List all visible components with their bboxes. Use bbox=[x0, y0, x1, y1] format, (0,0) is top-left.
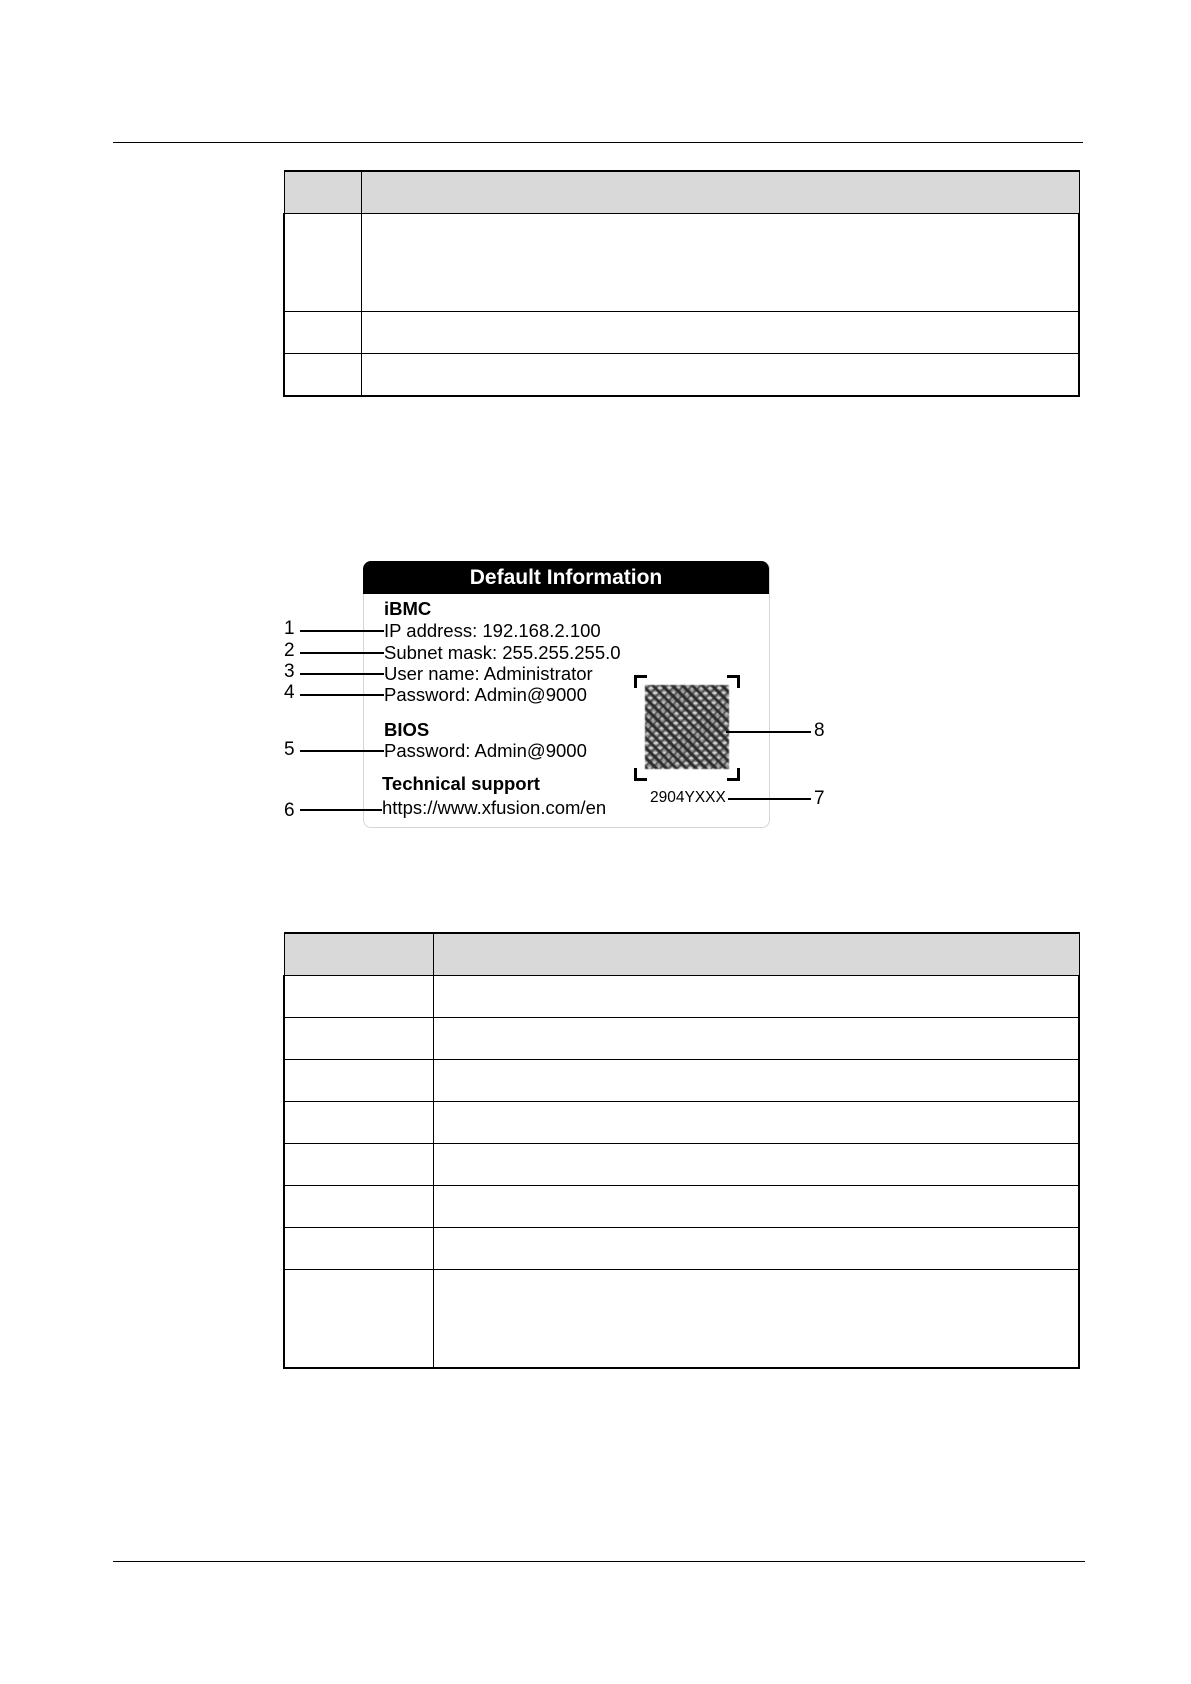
ibmc-password-text: Password: Admin@9000 bbox=[384, 684, 587, 705]
qr-code bbox=[645, 685, 729, 769]
callout-6: 6 bbox=[284, 800, 295, 821]
table-top bbox=[283, 170, 1080, 397]
bios-heading: BIOS bbox=[384, 719, 430, 740]
user-name-text: User name: Administrator bbox=[384, 663, 593, 684]
callout-3: 3 bbox=[284, 661, 295, 682]
ip-address-text: IP address: 192.168.2.100 bbox=[384, 620, 601, 641]
callout-8: 8 bbox=[814, 720, 825, 741]
label-title: Default Information bbox=[363, 561, 769, 594]
callout-1: 1 bbox=[284, 618, 295, 639]
table-bottom bbox=[283, 932, 1080, 1369]
qr-corner-bottom-right bbox=[727, 768, 740, 781]
qr-corner-bottom-left bbox=[634, 768, 647, 781]
support-heading: Technical support bbox=[382, 773, 540, 794]
table-row bbox=[284, 1228, 1079, 1270]
callout-4: 4 bbox=[284, 682, 295, 703]
leader-line-5 bbox=[300, 750, 384, 752]
leader-line-7 bbox=[728, 798, 811, 800]
subnet-mask-text: Subnet mask: 255.255.255.0 bbox=[384, 642, 621, 663]
leader-line-1 bbox=[300, 630, 384, 632]
callout-2: 2 bbox=[284, 640, 295, 661]
table-row bbox=[284, 976, 1079, 1018]
ibmc-heading: iBMC bbox=[384, 598, 432, 619]
table-row bbox=[284, 1186, 1079, 1228]
leader-line-8 bbox=[726, 731, 811, 733]
bios-password-text: Password: Admin@9000 bbox=[384, 740, 587, 761]
table-header-row bbox=[284, 171, 1079, 214]
table-row bbox=[284, 1060, 1079, 1102]
callout-7: 7 bbox=[814, 788, 825, 809]
qr-corner-top-left bbox=[634, 675, 647, 688]
leader-line-3 bbox=[300, 673, 384, 675]
leader-line-4 bbox=[300, 694, 384, 696]
support-url-text: https://www.xfusion.com/en bbox=[382, 797, 607, 818]
callout-5: 5 bbox=[284, 739, 295, 760]
table-row bbox=[284, 214, 1079, 312]
table-row bbox=[284, 1018, 1079, 1060]
leader-line-2 bbox=[300, 652, 384, 654]
leader-line-6 bbox=[300, 809, 382, 811]
table-row bbox=[284, 1102, 1079, 1144]
table-header-row bbox=[284, 933, 1079, 976]
footer-rule bbox=[113, 1561, 1085, 1562]
table-row bbox=[284, 1270, 1079, 1369]
header-rule bbox=[113, 142, 1083, 143]
table-row bbox=[284, 1144, 1079, 1186]
table-row bbox=[284, 312, 1079, 354]
table-row bbox=[284, 354, 1079, 397]
serial-number: 2904YXXX bbox=[650, 789, 726, 806]
qr-corner-top-right bbox=[727, 675, 740, 688]
